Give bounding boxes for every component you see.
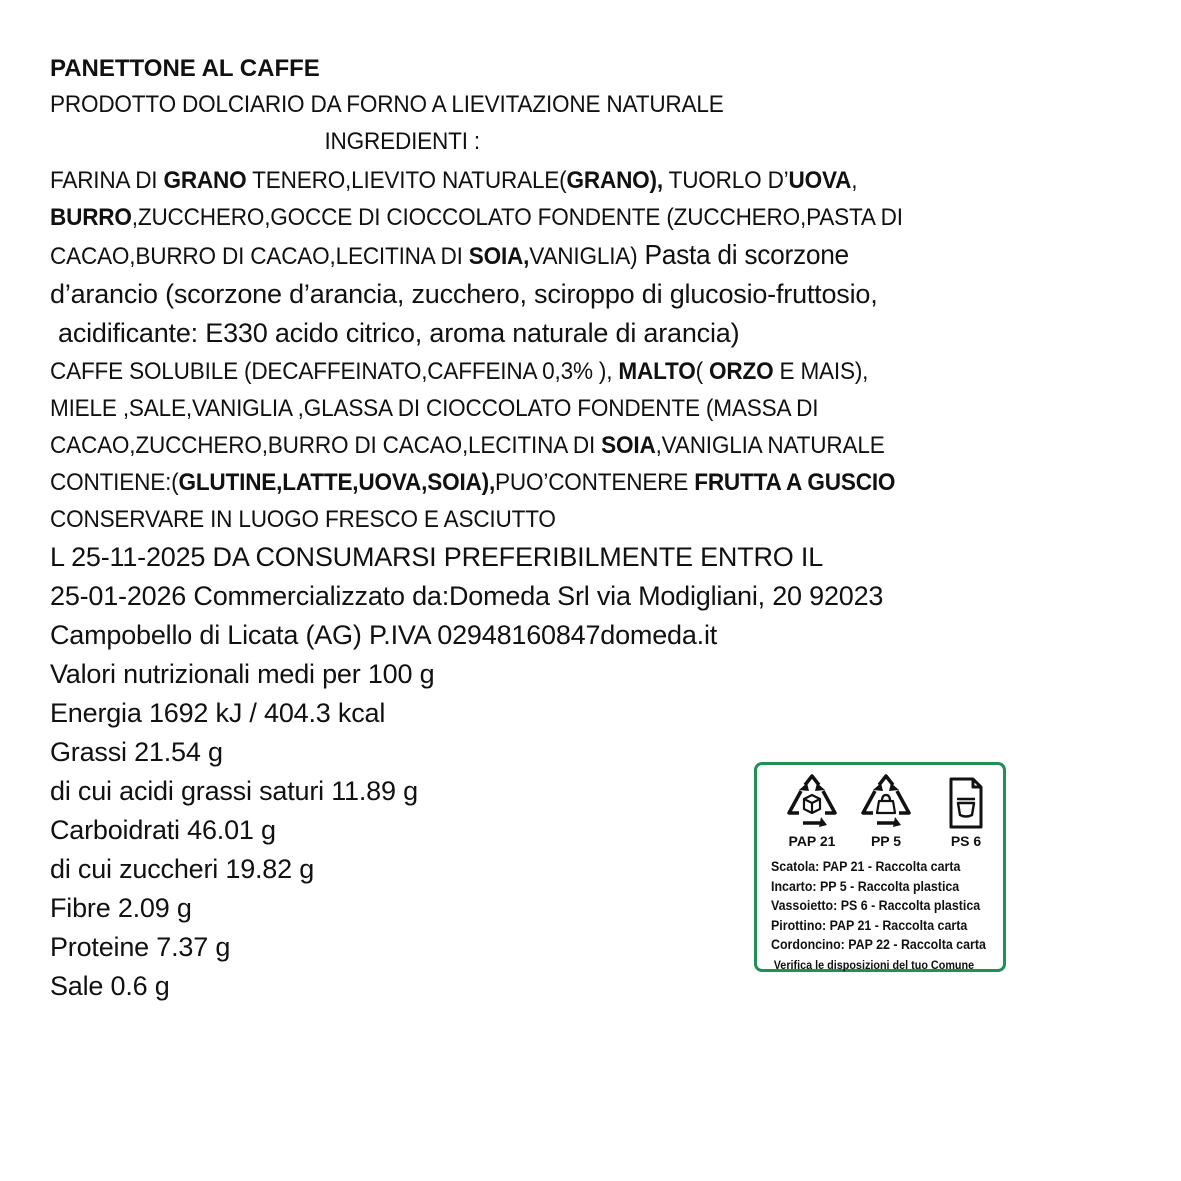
recycle-code-pap21: PAP 21 bbox=[788, 833, 836, 849]
allergens-line: CONTIENE:(GLUTINE,LATTE,UOVA,SOIA),PUO’CONTENERE FRUTTA A GUSCIO bbox=[50, 469, 896, 496]
recycle-box-icon bbox=[781, 773, 843, 831]
nutrition-fibre: Fibre 2.09 g bbox=[50, 893, 192, 923]
recycling-box bbox=[754, 762, 1006, 972]
nutrition-heading: Valori nutrizionali medi per 100 g bbox=[50, 659, 435, 689]
ingredients-line-4: d’arancio (scorzone d’arancia, zucchero, sciroppo di glucosio-fruttosio, bbox=[50, 279, 878, 309]
product-title: PANETTONE AL CAFFE bbox=[50, 55, 320, 82]
recycle-item-pp5 bbox=[853, 773, 919, 849]
recycle-item-ps6 bbox=[933, 773, 999, 849]
nutrition-saturated: di cui acidi grassi saturi 11.89 g bbox=[50, 776, 418, 806]
recycle-row-incarto: Incarto: PP 5 - Raccolta plastica bbox=[771, 878, 960, 894]
ingredients-line-6: CAFFE SOLUBILE (DECAFFEINATO,CAFFEINA 0,3% ), MALTO( ORZO E MAIS), bbox=[50, 358, 869, 385]
recycle-row-vassoietto: Vassoietto: PS 6 - Raccolta plastica bbox=[771, 898, 981, 913]
lot-expiry-line: L 25-11-2025 DA CONSUMARSI PREFERIBILMENTE ENTRO IL bbox=[50, 542, 824, 572]
nutrition-protein: Proteine 7.37 g bbox=[50, 932, 231, 962]
recycle-row-cordoncino: Cordoncino: PAP 22 - Raccolta carta bbox=[771, 937, 986, 952]
ingredients-line-7: MIELE ,SALE,VANIGLIA ,GLASSA DI CIOCCOLATO FONDENTE (MASSA DI bbox=[50, 395, 819, 422]
product-subtitle: PRODOTTO DOLCIARIO DA FORNO A LIEVITAZIONE NATURALE bbox=[50, 91, 724, 118]
nutrition-energy: Energia 1692 kJ / 404.3 kcal bbox=[50, 698, 386, 728]
recycle-item-pap21 bbox=[779, 773, 845, 849]
recycle-bag-icon bbox=[855, 773, 917, 831]
ingredients-line-8: CACAO,ZUCCHERO,BURRO DI CACAO,LECITINA DI SOIA,VANIGLIA NATURALE bbox=[50, 432, 885, 459]
recycle-row-pirottino: Pirottino: PAP 21 - Raccolta carta bbox=[771, 917, 968, 933]
nutrition-sugars: di cui zuccheri 19.82 g bbox=[50, 854, 315, 884]
ingredients-line-5: acidificante: E330 acido citrico, aroma naturale di arancia) bbox=[58, 318, 740, 348]
nutrition-fat: Grassi 21.54 g bbox=[50, 737, 223, 767]
ingredients-heading: INGREDIENTI : bbox=[324, 128, 480, 155]
recycle-code-pp5: PP 5 bbox=[870, 833, 902, 849]
nutrition-carbs: Carboidrati 46.01 g bbox=[50, 815, 276, 845]
tray-doc-icon bbox=[935, 773, 997, 831]
nutrition-salt: Sale 0.6 g bbox=[50, 971, 170, 1001]
ingredients-line-1: FARINA DI GRANO TENERO,LIEVITO NATURALE(GRANO), TUORLO D’UOVA, bbox=[50, 167, 858, 194]
recycle-row-scatola: Scatola: PAP 21 - Raccolta carta bbox=[771, 859, 961, 874]
storage-line: CONSERVARE IN LUOGO FRESCO E ASCIUTTO bbox=[50, 506, 556, 533]
recycle-note: Verifica le disposizioni del tuo Comune bbox=[773, 957, 975, 972]
distributor-line-2: Campobello di Licata (AG) P.IVA 02948160847domeda.it bbox=[50, 620, 718, 650]
recycle-code-ps6: PS 6 bbox=[950, 833, 982, 849]
ingredients-line-2: BURRO,ZUCCHERO,GOCCE DI CIOCCOLATO FONDENTE (ZUCCHERO,PASTA DI bbox=[50, 204, 903, 231]
distributor-line-1: 25-01-2026 Commercializzato da:Domeda Srl via Modigliani, 20 92023 bbox=[50, 581, 884, 611]
ingredients-line-3: CACAO,BURRO DI CACAO,LECITINA DI SOIA,VANIGLIA) Pasta di scorzone bbox=[50, 239, 849, 270]
